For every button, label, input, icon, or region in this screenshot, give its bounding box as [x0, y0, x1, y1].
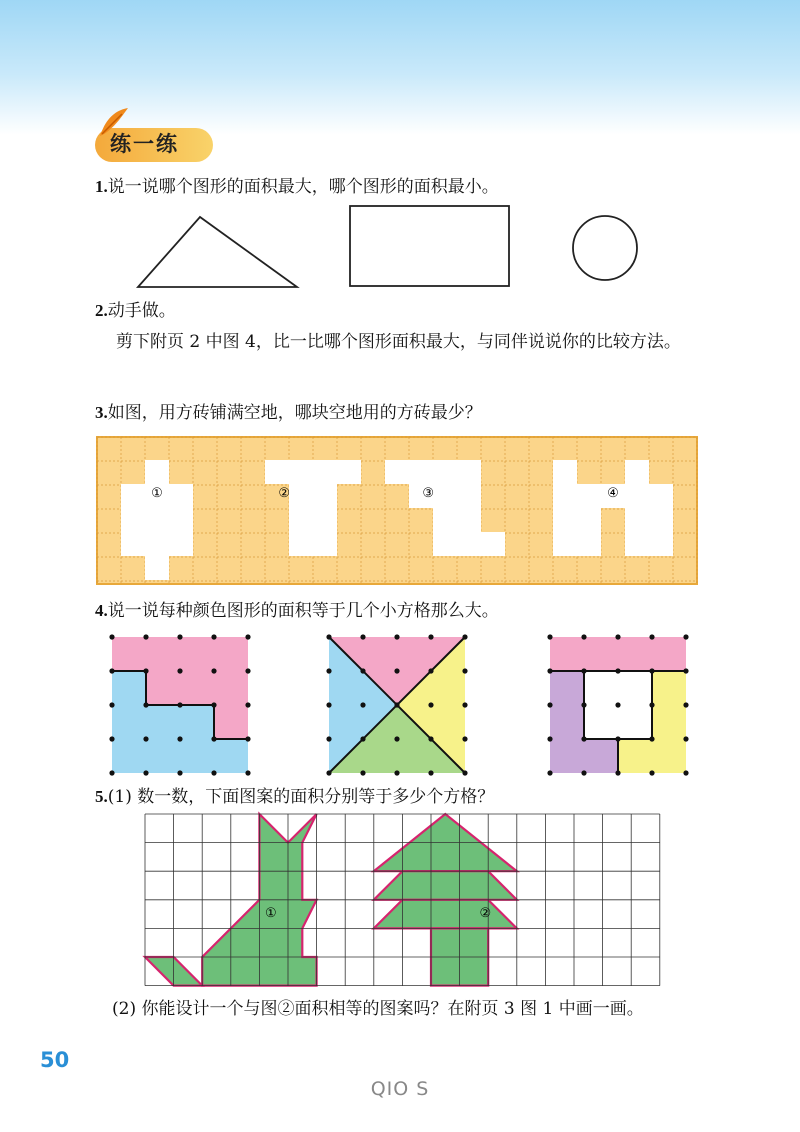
tile [313, 460, 337, 484]
question-text: 动手做。 [107, 301, 176, 321]
grid-dot [326, 668, 331, 673]
area-label: ① [151, 486, 163, 501]
area-label: ④ [607, 486, 619, 501]
area-label: ② [278, 486, 291, 501]
grid-dot [649, 702, 654, 707]
tile [121, 484, 145, 508]
grid-dot [394, 736, 399, 741]
grid-dot [683, 634, 688, 639]
grid-dot [326, 702, 331, 707]
tile [577, 508, 601, 532]
question-text: (1) 数一数，下面图案的面积分别等于多少个方格？ [107, 787, 495, 807]
tile [169, 484, 193, 508]
boundary-line [618, 671, 652, 739]
grid-dot [547, 702, 552, 707]
grid-dot [143, 736, 148, 741]
tile [433, 460, 457, 484]
grid-dot [394, 770, 399, 775]
grid-dot [326, 736, 331, 741]
grid-dot [462, 634, 467, 639]
tile [625, 484, 649, 508]
tile [433, 508, 457, 532]
grid-dot [462, 770, 467, 775]
grid-dot [360, 634, 365, 639]
tile [145, 532, 169, 556]
watermark: QIO S [370, 1078, 430, 1100]
grid-dot [177, 668, 182, 673]
grid-dot [177, 702, 182, 707]
grid-dot [615, 770, 620, 775]
grid-dot [211, 702, 216, 707]
tile [577, 484, 601, 508]
grid-dot [547, 634, 552, 639]
grid-dot [649, 668, 654, 673]
grid-dot [245, 702, 250, 707]
circle-shape [573, 216, 637, 280]
tile [265, 460, 289, 484]
tile [457, 484, 481, 508]
grid-dot [360, 770, 365, 775]
grid-dot [683, 736, 688, 741]
rectangle-shape [350, 206, 509, 286]
grid-dot [581, 736, 586, 741]
question-number: 5. [95, 787, 108, 806]
tile [457, 532, 481, 556]
grid-dot [428, 634, 433, 639]
question-3 [95, 402, 482, 424]
grid-dot [428, 702, 433, 707]
pink-region [550, 637, 686, 671]
question-number: 4. [95, 601, 108, 620]
question-5-part-2: (2) 你能设计一个与图②面积相等的图案吗？在附页 3 图 1 中画一画。 [112, 999, 644, 1019]
question-number: 2. [95, 301, 108, 320]
tile [313, 508, 337, 532]
grid-dot [143, 668, 148, 673]
tile [649, 508, 673, 532]
tile [337, 460, 361, 484]
grid-dot [581, 770, 586, 775]
tile [121, 532, 145, 556]
tile [289, 460, 313, 484]
grid-dot [211, 736, 216, 741]
tile [169, 508, 193, 532]
triangle-shape [138, 217, 297, 287]
grid-dot [581, 668, 586, 673]
tile [289, 484, 313, 508]
question-2 [95, 300, 176, 322]
section-title: 练一练 [110, 132, 179, 156]
grid-dot [109, 770, 114, 775]
grid-dot [683, 770, 688, 775]
grid-dot [245, 634, 250, 639]
tile [457, 508, 481, 532]
grid-dot [615, 736, 620, 741]
tile [553, 484, 577, 508]
tile [433, 532, 457, 556]
figure-2-label: ② [479, 905, 492, 921]
grid-dot [394, 668, 399, 673]
dot-grid-figures [0, 620, 800, 780]
question-text: 说一说每种颜色图形的面积等于几个小方格那么大。 [107, 601, 499, 621]
tile [289, 532, 313, 556]
tile [625, 508, 649, 532]
tile [121, 508, 145, 532]
grid-dot [649, 736, 654, 741]
grid-dot [109, 634, 114, 639]
tile [313, 484, 337, 508]
tile [169, 532, 193, 556]
grid-dot [581, 634, 586, 639]
square-grid-figure [0, 800, 800, 990]
grid-dot [649, 770, 654, 775]
grid-dot [683, 702, 688, 707]
area-label: ③ [422, 486, 435, 501]
grid-dot [177, 634, 182, 639]
tile [577, 532, 601, 556]
tile [649, 532, 673, 556]
grid-dot [581, 702, 586, 707]
grid-dot [547, 770, 552, 775]
tile [409, 460, 433, 484]
grid-dot [428, 770, 433, 775]
grid-dot [683, 668, 688, 673]
grid-dot [360, 702, 365, 707]
grid-dot [143, 634, 148, 639]
tile [553, 508, 577, 532]
tile [649, 484, 673, 508]
grid-dot [394, 702, 399, 707]
grid-dot [211, 668, 216, 673]
grid-dot [360, 668, 365, 673]
grid-dot [326, 770, 331, 775]
tile [625, 460, 649, 484]
tile [289, 508, 313, 532]
grid-dot [360, 736, 365, 741]
grid-dot [211, 634, 216, 639]
question-number: 3. [95, 403, 108, 422]
grid-dot [462, 736, 467, 741]
grid-dot [615, 668, 620, 673]
grid-dot [177, 770, 182, 775]
tile [145, 460, 169, 484]
question-4 [95, 600, 499, 622]
grid-dot [428, 668, 433, 673]
grid-dot [615, 702, 620, 707]
tile [385, 460, 409, 484]
tile-grid-figure [97, 437, 697, 584]
tile [313, 532, 337, 556]
grid-dot [143, 702, 148, 707]
tile [553, 532, 577, 556]
grid-dot [394, 634, 399, 639]
grid-dot [245, 736, 250, 741]
tile [457, 460, 481, 484]
grid-dot [177, 736, 182, 741]
tile [553, 460, 577, 484]
tile [145, 508, 169, 532]
figure-1-label: ① [265, 905, 277, 921]
grid-dot [109, 668, 114, 673]
grid-dot [109, 736, 114, 741]
grid-dot [211, 770, 216, 775]
grid-dot [462, 668, 467, 673]
grid-dot [649, 634, 654, 639]
grid-dot [615, 634, 620, 639]
grid-dot [547, 668, 552, 673]
grid-dot [245, 770, 250, 775]
tile [481, 532, 505, 556]
question-number: 1. [95, 177, 108, 196]
grid-dot [326, 634, 331, 639]
tile [433, 484, 457, 508]
question-text: 如图，用方砖铺满空地，哪块空地用的方砖最少？ [107, 403, 482, 423]
q1-shapes [0, 0, 800, 300]
grid-dot [428, 736, 433, 741]
grid-dot [547, 736, 552, 741]
page-number: 50 [40, 1048, 70, 1072]
tile [625, 532, 649, 556]
grid-dot [462, 702, 467, 707]
grid-dot [143, 770, 148, 775]
grid-dot [109, 702, 114, 707]
grid-dot [245, 668, 250, 673]
question-text: 说一说哪个图形的面积最大，哪个图形的面积最小。 [107, 177, 499, 197]
question-2-body: 剪下附页 2 中图 4，比一比哪个图形面积最大，与同伴说说你的比较方法。 [116, 332, 681, 352]
tile [145, 556, 169, 580]
